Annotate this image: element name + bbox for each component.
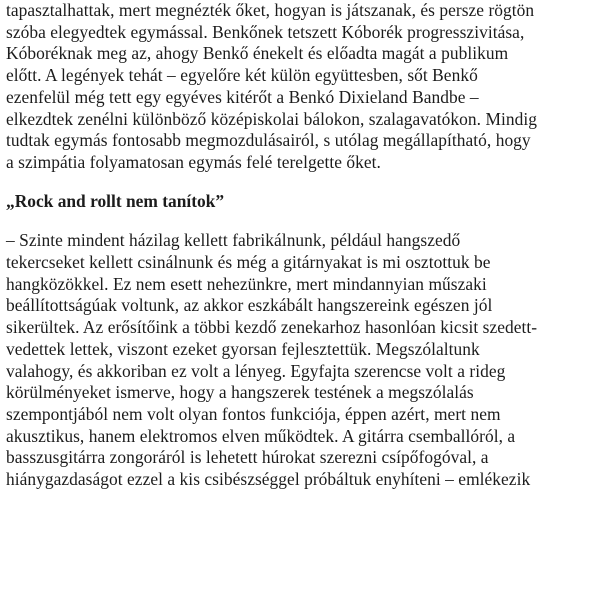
paragraph-line: – Szinte mindent házilag kellett fabrikálnunk, például hangszedő — [6, 230, 461, 251]
paragraph-line: akusztikus, hanem elektromos elven működtek. A gitárra csemballóról, a — [6, 425, 516, 446]
paragraph-line: Kóboréknak meg az, ahogy Benkő énekelt és előadta magát a publikum — [6, 43, 509, 64]
paragraph-line: előtt. A legények tehát – egyelőre két külön együttesben, sőt Benkő — [6, 65, 478, 86]
paragraph-line: a szimpátia folyamatosan egymás felé terelgette őket. — [6, 151, 381, 172]
paragraph-line: hiánygazdaságot ezzel a kis csibészséggel próbáltuk enyhíteni – emlékezik — [6, 469, 531, 490]
article-body — [6, 0, 594, 491]
paragraph-line: szóba elegyedtek egymással. Benkőnek tetszett Kóborék progresszivitása, — [6, 21, 525, 42]
paragraph-2 — [6, 230, 594, 490]
paragraph-line: tekercseket kellett csinálnunk és még a gitárnyakat is mi osztottuk be — [6, 252, 491, 273]
paragraph-line: sikerültek. Az erősítőink a többi kezdő zenekarhoz hasonlóan kicsit szedett- — [6, 317, 538, 338]
paragraph-line: basszusgitárra zongoráról is lehetett húrokat szerezni csípőfogóval, a — [6, 447, 489, 468]
paragraph-line: tapasztalhattak, mert megnézték őket, hogyan is játszanak, és persze rögtön — [6, 0, 535, 20]
paragraph-line: ezenfelül még tett egy egyéves kitérőt a Benkó Dixieland Bandbe – — [6, 86, 479, 107]
section-heading: „Rock and rollt nem tanítok” — [6, 190, 225, 211]
paragraph-line: hangközökkel. Ez nem esett nehezünkre, mert mindannyian műszaki — [6, 273, 487, 294]
paragraph-1 — [6, 0, 594, 174]
paragraph-line: valahogy, és akkoriban ez volt a lényeg. Egyfajta szerencse volt a rideg — [6, 360, 506, 381]
paragraph-line: szempontjából nem volt olyan fontos funkciója, éppen azért, mert nem — [6, 403, 501, 424]
paragraph-line: tudtak egymás fontosabb megmozdulásairól, s utólag megállapítható, hogy — [6, 130, 531, 151]
paragraph-line: beállítottságúak voltunk, az akkor eszkábált hangszereink egészen jól — [6, 295, 493, 316]
paragraph-line: vedettek lettek, viszont ezeket gyorsan fejlesztettük. Megszólaltunk — [6, 338, 480, 359]
paragraph-line: elkezdtek zenélni különböző középiskolai bálokon, szalagavatókon. Mindig — [6, 108, 537, 129]
paragraph-line: körülményeket ismerve, hogy a hangszerek testének a megszólalás — [6, 382, 474, 403]
